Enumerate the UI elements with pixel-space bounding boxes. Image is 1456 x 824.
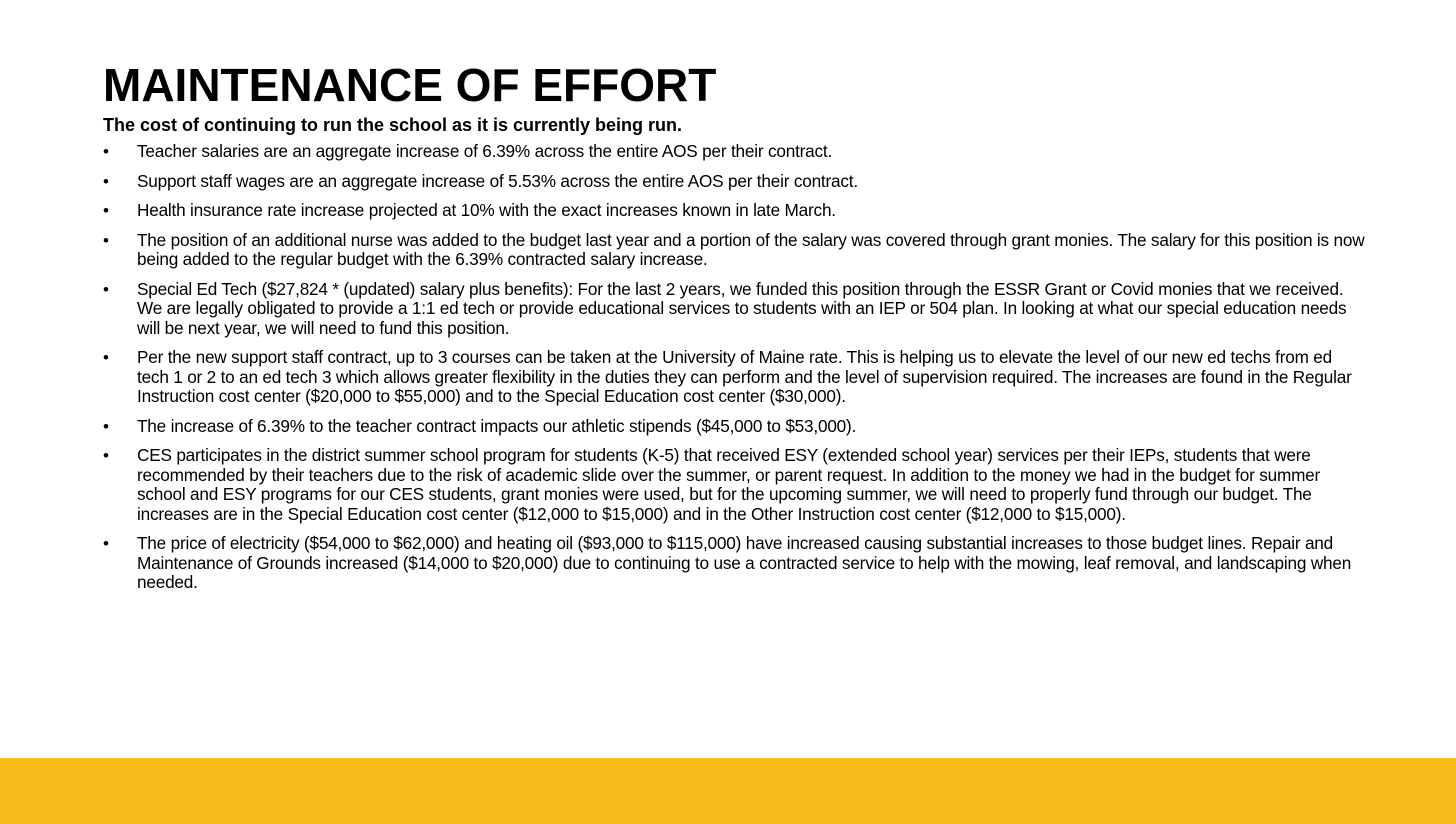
bullet-text: Per the new support staff contract, up to 3 courses can be taken at the University of Maine rate. This is helping us to elevate the level of our new ed techs from ed tech 1 or 2 to an ed tech 3 which allows greater flexibility in the duties they can perform and the level of supervision required. The increases are found in the Regular Instruction cost center ($20,000 to $55,000) and to the Special Education cost center ($30,000). xyxy=(137,347,1352,406)
bullet-text: The position of an additional nurse was added to the budget last year and a portion of the salary was covered through grant monies. The salary for this position is now being added to the regular budget with the 6.39% contracted salary increase. xyxy=(137,229,1365,269)
bullet-item xyxy=(103,231,1365,270)
bullet-text: Support staff wages are an aggregate increase of 5.53% across the entire AOS per their contract. xyxy=(137,170,858,191)
bullet-text: Special Ed Tech ($27,824 * (updated) salary plus benefits): For the last 2 years, we funded this position through the ESSR Grant or Covid monies that we received. We are legally obligated to provide a 1:1 ed tech or provide educational services to students with an IEP or 504 plan. In looking at what our special education needs will be next year, we will need to fund this position. xyxy=(137,278,1347,338)
bullet-item xyxy=(103,280,1365,339)
bullet-item xyxy=(103,172,1365,192)
bullet-icon: • xyxy=(103,446,109,465)
bullet-icon: • xyxy=(103,201,109,220)
bullet-text: The increase of 6.39% to the teacher contract impacts our athletic stipends ($45,000 to $53,000). xyxy=(137,415,857,436)
bullet-icon: • xyxy=(103,416,109,436)
bullet-item xyxy=(103,348,1365,407)
bullet-list xyxy=(103,142,1365,603)
bullet-icon: • xyxy=(103,142,109,161)
bullet-text: Health insurance rate increase projected at 10% with the exact increases known in late March. xyxy=(137,200,836,220)
footer-accent-bar xyxy=(0,758,1456,824)
bullet-item xyxy=(103,142,1365,162)
bullet-icon: • xyxy=(103,534,109,553)
bullet-item xyxy=(103,534,1365,593)
bullet-icon: • xyxy=(103,348,109,367)
bullet-text: CES participates in the district summer school program for students (K-5) that received ESY (extended school year) services per their IEPs, students that were recommended by their teachers due to the risk of academic slide over the summer, or parent request. In addition to the money we had in the budget for summer school and ESY programs for our CES students, grant monies were used, but for the upcoming summer, we will need to properly fund through our budget. The increases are in the Special Education cost center ($12,000 to $15,000) and in the Other Instruction cost center ($12,000 to $15,000). xyxy=(137,445,1321,524)
bullet-item xyxy=(103,417,1365,437)
bullet-item xyxy=(103,201,1365,221)
slide-subtitle: The cost of continuing to run the school as it is currently being run. xyxy=(103,115,683,135)
bullet-icon: • xyxy=(103,230,109,250)
bullet-text: Teacher salaries are an aggregate increase of 6.39% across the entire AOS per their contract. xyxy=(137,141,833,161)
bullet-icon: • xyxy=(103,171,109,191)
bullet-text: The price of electricity ($54,000 to $62,000) and heating oil ($93,000 to $115,000) have increased causing substantial increases to those budget lines. Repair and Maintenance of Grounds increased ($14,000 to $20,000) due to continuing to use a contracted service to help with the mowing, leaf removal, and landscaping when needed. xyxy=(137,533,1352,592)
bullet-icon: • xyxy=(103,279,109,299)
bullet-item xyxy=(103,446,1365,524)
slide-title: MAINTENANCE OF EFFORT xyxy=(103,59,717,111)
